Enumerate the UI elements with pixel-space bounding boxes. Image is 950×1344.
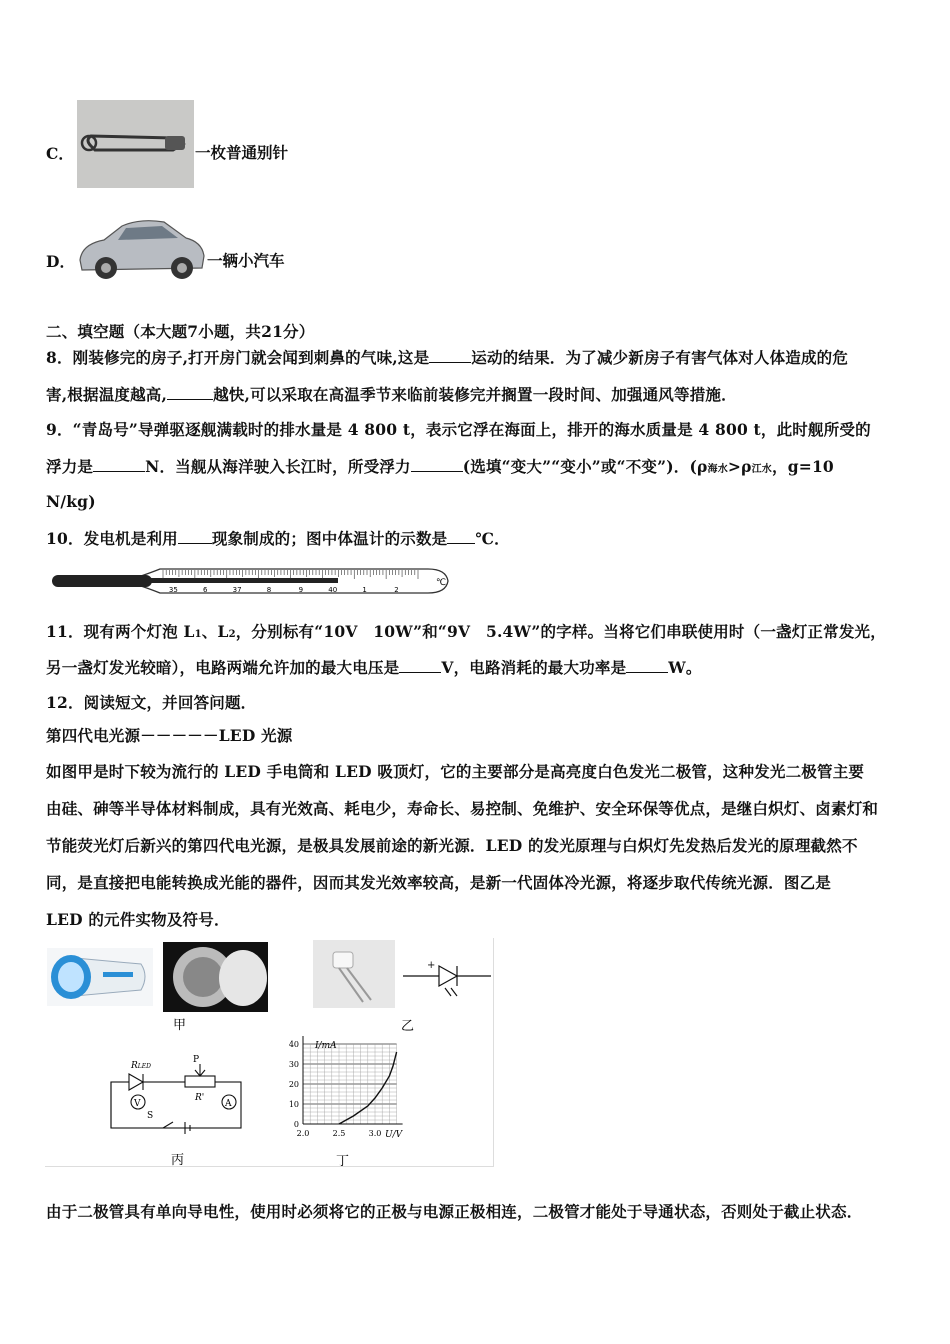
led-component-icon [313,940,395,1008]
iu-x-tick-label: 2.5 [332,1129,346,1138]
q8-blank2[interactable] [167,385,213,400]
circuit-switch-label: S [147,1111,154,1121]
q12-title: 第四代电光源－－－－－LED 光源 [46,726,293,745]
q10-blank2[interactable] [447,529,475,544]
option-c-letter: C． [46,144,74,163]
iu-x-tick-label: 3.0 [368,1129,382,1138]
circuit-p-label: P [193,1055,200,1065]
thermometer-label: 9 [298,586,304,594]
iu-y-tick-label: 0 [293,1120,299,1129]
q12-para-4: 同，是直接把电能转换成光能的器件，因而其发光效率较高，是新一代固体冷光源，将逐步取代传统光源．图乙是 [46,873,832,892]
fig-label-yi: 乙 [401,1019,415,1034]
thermometer-label: 2 [394,586,399,594]
fig-label-bing: 丙 [171,1153,185,1166]
iu-y-tick-label: 20 [288,1080,299,1089]
iu-ylabel: I/mA [315,1041,337,1051]
thermometer-label: 6 [203,586,208,594]
thermometer-label: 35 [168,586,178,594]
thermometer-unit: ℃ [436,578,447,588]
q11-line1: 11．现有两个灯泡 L1、L2，分别标有“10V 10W”和“9V 5.4W”的字样。当将它们串联使用时（一盏灯正常发光， [46,622,886,641]
option-d-text: 一辆小汽车 [207,251,285,270]
circuit-voltmeter-label: V [134,1099,141,1109]
iu-xlabel: U/V [385,1130,403,1140]
thermometer-label: 1 [362,586,367,594]
q12-para-3: 节能荧光灯后新兴的第四代电光源，是极具发展前途的新光源．LED 的发光原理与白炽灯先发热后发光的原理截然不 [46,836,858,855]
fig-label-ding: 丁 [336,1154,350,1166]
q8-line2: 害,根据温度越高, 越快,可以采取在高温季节来临前装修完并搁置一段时间、加强通风等措施． [46,385,737,404]
safety-pin-icon [77,100,194,188]
car-icon [74,208,207,288]
led-symbol-icon [403,960,491,996]
section-heading: 二、填空题（本大题7小题，共21分） [46,322,315,341]
q9-line3: N/kg) [46,492,96,511]
q12-last-line: 由于二极管具有单向导电性，使用时必须将它的正极与电源正极相连，二极管才能处于导通状态，否则处于截止状态． [46,1202,863,1221]
thermometer-label: 37 [232,586,242,594]
q10-line: 10．发电机是利用 现象制成的；图中体温计的示数是 ℃． [46,529,510,548]
q9-blank1[interactable] [93,457,145,472]
q8-line1: 8．刚装修完的房子,打开房门就会闻到刺鼻的气味,这是 运动的结果．为了减少新房子有害气体对人体造成的危 [46,348,849,367]
thermometer-label: 8 [266,586,272,594]
circuit-rled-label: RLED [131,1061,151,1071]
option-c-text: 一枚普通别针 [195,143,289,162]
iu-y-ticks [289,1040,299,1129]
circuit-diagram [111,1064,241,1134]
option-d-letter: D． [46,252,75,271]
iu-graph [289,1036,404,1140]
led-figure [45,938,494,1167]
iu-y-tick-label: 30 [288,1060,299,1069]
q9-blank2[interactable] [411,457,463,472]
q12-para-5: LED 的元件实物及符号． [46,910,230,929]
safety-pin-image [77,100,194,188]
q12-para-2: 由硅、砷等半导体材料制成，具有光效高、耗电少，寿命长、易控制、免维护、安全环保等优点，是继白炽灯、卤素灯和 [46,799,879,818]
iu-y-tick-label: 10 [288,1100,299,1109]
q8-blank1[interactable] [429,348,471,363]
q12-intro: 12．阅读短文，并回答问题． [46,693,257,712]
iu-x-ticks [297,1129,382,1138]
q12-para-1: 如图甲是时下较为流行的 LED 手电筒和 LED 吸顶灯，它的主要部分是高亮度白色发光二极管，这种发光二极管主要 [46,762,865,781]
q11-blank1[interactable] [399,658,441,673]
iu-x-tick-label: 2.0 [296,1129,310,1138]
circuit-ammeter-label: A [225,1099,232,1109]
q9-line2: 浮力是 N．当舰从海洋驶入长江时，所受浮力 (选填“变大”“变小”或“不变”)．(ρ海水>ρ江水，g=10 [46,457,834,476]
q9-line1: 9．“青岛号”导弹驱逐舰满载时的排水量是 4 800 t，表示它浮在海面上，排开的海水质量是 4 800 t，此时舰所受的 [46,420,871,439]
led-figure-drawing [45,938,493,1166]
circuit-rprime-label: R' [195,1093,205,1103]
q11-line2: 另一盏灯发光较暗），电路两端允许加的最大电压是 V，电路消耗的最大功率是 W。 [46,658,702,677]
car-image [74,208,207,288]
svg-text:+: + [427,960,436,971]
flashlight-icon [47,948,153,1006]
iu-y-tick-label: 40 [288,1040,299,1049]
thermometer [48,563,458,599]
fig-label-jia: 甲 [173,1018,187,1033]
q11-blank2[interactable] [626,658,668,673]
ceiling-lamp-icon [163,942,268,1012]
thermometer-label: 40 [328,586,338,594]
q10-blank1[interactable] [178,529,212,544]
